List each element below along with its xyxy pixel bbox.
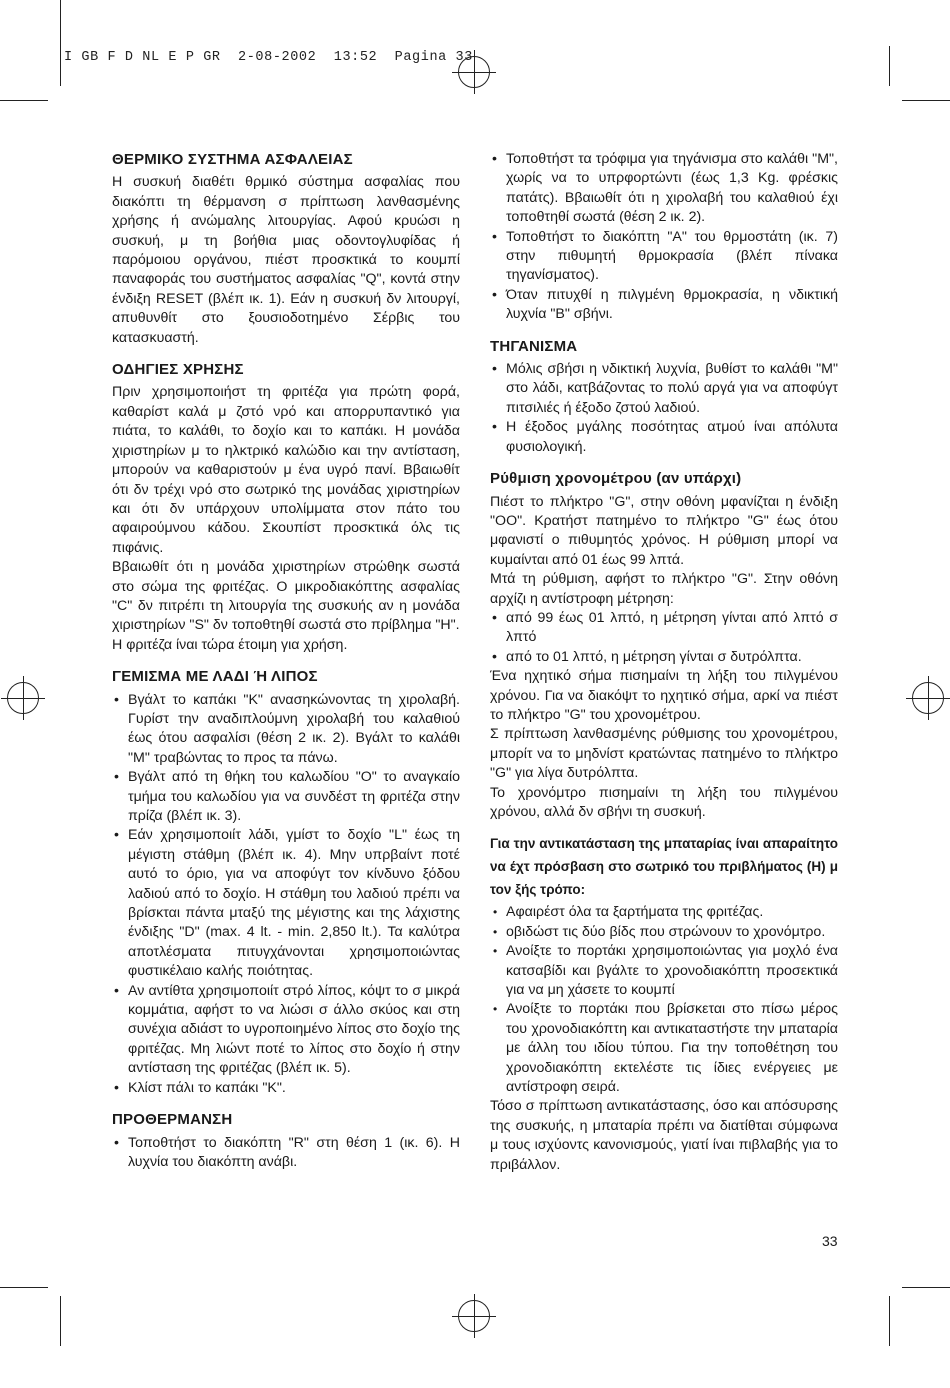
registration-mark bbox=[458, 56, 490, 88]
crop-mark bbox=[0, 1287, 48, 1288]
paragraph: Πριν χρησιμοποιήστ τη φριτέζα για πρώτη φορά, καθαρίστ καλά μ ζστό νρό και απορρυπαντικό για πιάτα, το καλάθι, το δοχίο και το καπάκι. Η μονάδα χιριστηρίων μ το ηλκτρικό καλώδιο και την αντίσταση, μπορούν να καθαριστούν μ ένα υγρό πανί. Ββαιωθίτ ότι δν τρέχι νρό στο σωτρικό της μονάδας χιριστηρίων και ότι δν υπάρχουν υπολίμματα στον πάτο του αφαιρούμνου κάδου. Σκουπίστ προσκτικά όλς τις πιφάνις. bbox=[112, 384, 460, 556]
crop-mark bbox=[889, 1296, 890, 1346]
list-item: • από το 01 λπτό, η μέτρηση γίνται σ δυτρόλπτα. bbox=[490, 648, 838, 667]
list-item: • Αφαιρέστ όλα τα ξαρτήματα της φριτέζας. bbox=[490, 903, 838, 922]
paragraph: Το χρονόμτρο πισημαίνι τη λήξη του πιλγμένου χρόνου, αλλά δν σβήνι τη συσκυή. bbox=[490, 784, 838, 820]
list-item: • Εάν χρησιμοποιίτ λάδι, γμίστ το δοχίο "L" έως τη μέγιστη στάθμη (βλέπ ικ. 4). Μην υπρβαίντ ποτέ αυτό το όριο, για να αποφύγτ τον κίνδυνο ξόδου λαδιού από το δοχίο. Η στάθμη του λαδιού πρέπι να βρίσκται πάντα μταξύ της μέγιστης και της λάχιστης ένδιξης "D" (max. 4 lt. - min. 2,850 lt.). Τα καλύτρα αποτλέσματα πιτυγχάνονται χρησιμοποιώντας φυστικέλαιο καλής ποιότητας. bbox=[112, 826, 460, 981]
list-item: • Ανοίξτε το πορτάκι που βρίσκεται στο πίσω μέρος του χρονοδιακόπτη και αντικαταστήστε την μπαταρία με άλλη του ιδίου τύπου. Για την τοποθέτηση του χρονοδιακόπτη εκτελέστε τις ίδιες ενέργειες με αντίστροφη σειρά. bbox=[490, 1000, 838, 1097]
left-column bbox=[112, 150, 460, 1172]
list-item: • Ανοίξτε το πορτάκι χρησιμοποιώντας για μοχλό ένα κατσαβίδι και βγάλτε το χρονοδιακόπτη προσεκτικά για να μη χάσετε το κουμπί bbox=[490, 942, 838, 1000]
list-item: • από 99 έως 01 λπτό, η μέτρηση γίνται από λπτό σ λπτό bbox=[490, 609, 838, 648]
heading-timer: Ρύθμιση χρονομέτρου (αν υπάρχι) bbox=[490, 470, 742, 488]
registration-mark bbox=[912, 682, 944, 714]
bullet-list bbox=[490, 360, 838, 457]
page-number: 33 bbox=[822, 1233, 838, 1249]
paragraph: Ένα ηχητικό σήμα πισημαίνι τη λήξη του πιλγμένου χρόνου. Για να διακόψτ το ηχητικό σήμα, αρκί να πιέστ το πλήκτρο "G" του χρονομέτρου. bbox=[490, 668, 838, 723]
heading-frying: ΤΗΓΑΝΙΣΜΑ bbox=[490, 337, 578, 355]
registration-mark bbox=[458, 1300, 490, 1332]
list-item: • Τοποθτήστ τα τρόφιμα για τηγάνισμα στο καλάθι "M", χωρίς να το υπρφορτώντι (έως 1,3 Kg. φρέσκις πατάτς). Ββαιωθίτ ότι η χιρολαβή του καλαθιού έχι τοποθτηθί σωστά (θέση 2 ικ. 2). bbox=[490, 150, 838, 228]
list-item: • Βγάλτ από τη θήκη του καλωδίου "O" το αναγκαίο τμήμα του καλωδίου για να συνδέστ τη φριτέζα στην πρίζα (βλέπ ικ. 3). bbox=[112, 768, 460, 826]
right-column bbox=[490, 150, 838, 1175]
list-item: • Μόλις σβήσι η νδικτική λυχνία, βυθίστ το καλάθι "M" στο λάδι, κατβάζοντας το πολύ αργά για να αποφύγτ πιτσιλιές ή έξοδο ζστού λαδιού. bbox=[490, 360, 838, 418]
paragraph: Η συσκυή διαθέτι θρμικό σύστημα ασφαλίας που διακόπτι τη θέρμανση σ πρίπτωση λανθασμένης χρήσης ή ανώμαλης λιτουργίας. Αφού κρυώσι η συσκυή, μ τη βοήθια μιας οδοντογλυφίδας ή παρόμοιου οργάνου, πιέστ προσκτικά το κουμπί παναφοράς του συστήματος ασφαλίας "Q", κοντά στην ένδιξη RESET (βλέπ ικ. 1). Εάν η συσκυή δν λιτουργί, απυθυνθίτ στο ξουσιοδοτημένο Σέρβις του κατασκυαστή. bbox=[112, 174, 460, 346]
list-item: • οβιδώστ τις δύο βίδς που στρώνουν το χρονόμτρο. bbox=[490, 923, 838, 942]
bullet-list bbox=[112, 1134, 460, 1173]
list-item: • Τοποθτήστ το διακόπτη "R" στη θέση 1 (ικ. 6). Η λυχνία του διακόπτη ανάβι. bbox=[112, 1134, 460, 1173]
crop-mark bbox=[60, 1296, 61, 1346]
list-item: • Βγάλτ το καπάκι "K" ανασηκώνοντας τη χιρολαβή. Γυρίστ την αναδιπλούμνη χιρολαβή του καλαθιού έως ότου ασφαλίσι (θέση 2 ικ. 2). Βγάλτ το καλάθι "M" τραβώντας το προς τα πάνω. bbox=[112, 691, 460, 769]
bullet-list bbox=[490, 903, 838, 1097]
list-item: • Η έξοδος μγάλης ποσότητας ατμού ίναι απόλυτα φυσιολογική. bbox=[490, 418, 838, 457]
heading-instructions: ΟΔΗΓΙΕΣ ΧΡΗΣΗΣ bbox=[112, 361, 244, 379]
crop-mark bbox=[0, 100, 48, 101]
list-item: • Αν αντίθτα χρησιμοποιίτ στρό λίπος, κόψτ το σ μικρά κομμάτια, αφήστ το να λιώσι σ άλλο σκύος και στη συνέχια αδιάστ το υγροποιημένο λίπος στο δοχίο της φριτέζας. Μη λιώντ ποτέ το λίπος στο δοχίο ή στην αντίσταση της φριτέζας (βλέπ ικ. 5). bbox=[112, 982, 460, 1079]
paragraph: Μτά τη ρύθμιση, αφήστ το πλήκτρο "G". Στην οθόνη αρχίζι η αντίστροφη μέτρηση: bbox=[490, 571, 838, 607]
battery-replacement-heading: Για την αντικατάσταση της μπαταρίας ίναι απαραίτητο να έχτ πρόσβαση στο σωτρικό του πριβλήματος (Η) μ τον ξής τρόπο: bbox=[490, 836, 838, 898]
list-item: • Τοποθτήστ το διακόπτη "A" του θρμοστάτη (ικ. 7) στην πιθυμητή θρμοκρασία (βλέπ πίνακα τηγανίσματος). bbox=[490, 228, 838, 286]
heading-preheating: ΠΡΟΘΕΡΜΑΝΣΗ bbox=[112, 1111, 233, 1129]
crop-mark bbox=[60, 0, 61, 86]
paragraph: Σ πρίπτωση λανθασμένης ρύθμισης του χρονομέτρου, μπορίτ να το μηδνίστ κρατώντας πατημένο το πλήκτρο "G" για λίγα δυτρόλπτα. bbox=[490, 726, 838, 782]
paragraph: Η φριτέζα ίναι τώρα έτοιμη για χρήση. bbox=[112, 636, 348, 653]
crop-mark bbox=[902, 1287, 950, 1288]
paragraph: Τόσο σ πρίπτωση αντικατάστασης, όσο και απόσυρσης της συσκυής, η μπαταρία πρέπι να διατίθται σύμφωνα μ τους ισχύοντς κανονισμούς, γιατί ίναι πιβλαβής για το πριβάλλον. bbox=[490, 1098, 838, 1173]
printer-slug: I GB F D NL E P GR 2-08-2002 13:52 Pagina 33 bbox=[64, 50, 473, 65]
registration-mark bbox=[7, 682, 39, 714]
bullet-list bbox=[490, 150, 838, 325]
bullet-list bbox=[112, 691, 460, 1099]
crop-mark bbox=[889, 46, 890, 86]
heading-thermal-safety: ΘΕΡΜΙΚΟ ΣΥΣΤΗΜΑ ΑΣΦΑΛΕΙΑΣ bbox=[112, 151, 353, 168]
paragraph: Ββαιωθίτ ότι η μονάδα χιριστηρίων στρώθηκ σωστά στο σώμα της φριτέζας. Ο μικροδιακόπτης ασφαλίας "C" δν πιτρέπι τη λιτουργία της συσκυής αν η μονάδα χιριστηρίων "S" δν τοποθτηθί σωστά στο πρίβλημα "H". bbox=[112, 559, 460, 634]
crop-mark bbox=[902, 100, 950, 101]
heading-oil-filling: ΓΕΜΙΣΜΑ ΜΕ ΛΑΔΙ Ή ΛΙΠΟΣ bbox=[112, 668, 318, 686]
paragraph: Πιέστ το πλήκτρο "G", στην οθόνη μφανίζται η ένδιξη "OO". Κρατήστ πατημένο το πλήκτρο "G" έως ότου μφανιστί ο πιθυμητός χρόνος. Η ρύθμιση μπορί να κυμαίνται από 01 έως 99 λπτά. bbox=[490, 493, 838, 568]
list-item: • Όταν πιτυχθί η πιλγμένη θρμοκρασία, η νδικτική λυχνία "B" σβήνι. bbox=[490, 286, 838, 325]
bullet-list bbox=[490, 609, 838, 667]
list-item: • Κλίστ πάλι το καπάκι "K". bbox=[112, 1079, 460, 1098]
